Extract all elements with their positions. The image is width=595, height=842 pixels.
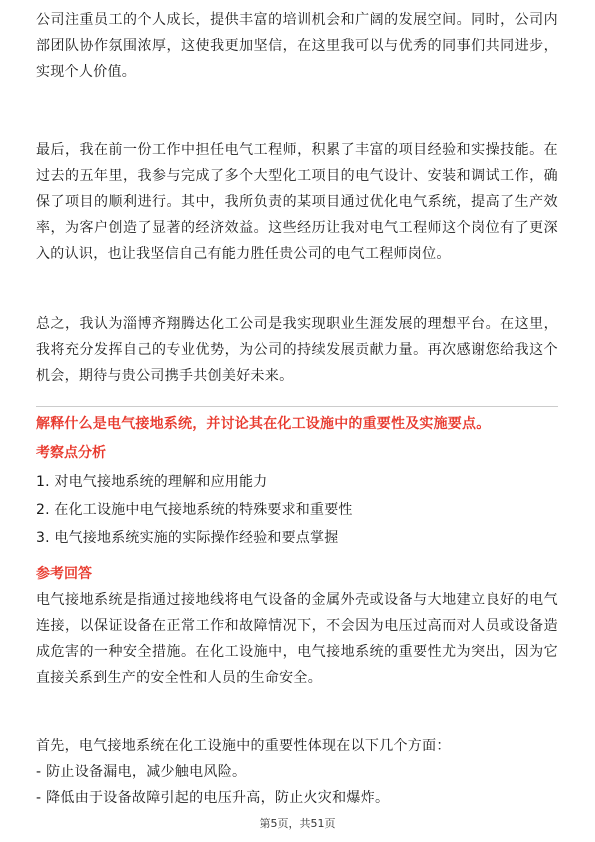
answer-points bbox=[36, 733, 451, 811]
page-number: 第5页，共51页 bbox=[259, 817, 336, 830]
section-divider bbox=[36, 406, 558, 407]
question-heading: 解释什么是电气接地系统，并讨论其在化工设施中的重要性及实施要点。 bbox=[36, 416, 491, 432]
answer-title: 参考回答 bbox=[36, 566, 92, 582]
list-item: - 降低由于设备故障引起的电压升高，防止火灾和爆炸。 bbox=[36, 790, 390, 806]
body-paragraph: 最后，我在前一份工作中担任电气工程师，积累了丰富的项目经验和实操技能。在过去的五年里，我参与完成了多个大型化工项目的电气设计、安装和调试工作，确保了项目的顺利进行。其中，我所负责的某项目通过优化电气系统，提高了生产效率，为客户创造了显著的经济效益。这些经历让我对电气工程师这个岗位有了更深入的认识，也让我坚信自己有能力胜任贵公司的电气工程师岗位。 bbox=[36, 142, 558, 262]
body-paragraph: 公司注重员工的个人成长，提供丰富的培训机会和广阔的发展空间。同时，公司内部团队协作氛围浓厚，这使我更加坚信，在这里我可以与优秀的同事们共同进步，实现个人价值。 bbox=[36, 12, 558, 80]
analysis-title: 考察点分析 bbox=[36, 445, 106, 461]
list-item: 3. 电气接地系统实施的实际操作经验和要点掌握 bbox=[36, 530, 339, 546]
analysis-list bbox=[36, 468, 353, 552]
answer-paragraph: 首先，电气接地系统在化工设施中的重要性体现在以下几个方面： bbox=[36, 738, 451, 754]
body-paragraph: 总之，我认为淄博齐翔腾达化工公司是我实现职业生涯发展的理想平台。在这里，我将充分发挥自己的专业优势，为公司的持续发展贡献力量。再次感谢您给我这个机会，期待与贵公司携手共创美好未来。 bbox=[36, 316, 558, 384]
list-item: 2. 在化工设施中电气接地系统的特殊要求和重要性 bbox=[36, 502, 353, 518]
list-item: - 防止设备漏电，减少触电风险。 bbox=[36, 764, 247, 780]
list-item: 1. 对电气接地系统的理解和应用能力 bbox=[36, 474, 268, 490]
answer-paragraph: 电气接地系统是指通过接地线将电气设备的金属外壳或设备与大地建立良好的电气连接，以保证设备在正常工作和故障情况下，不会因为电压过高而对人员或设备造成危害的一种安全措施。在化工设施中，电气接地系统的重要性尤为突出，因为它直接关系到生产的安全性和人员的生命安全。 bbox=[36, 592, 558, 686]
